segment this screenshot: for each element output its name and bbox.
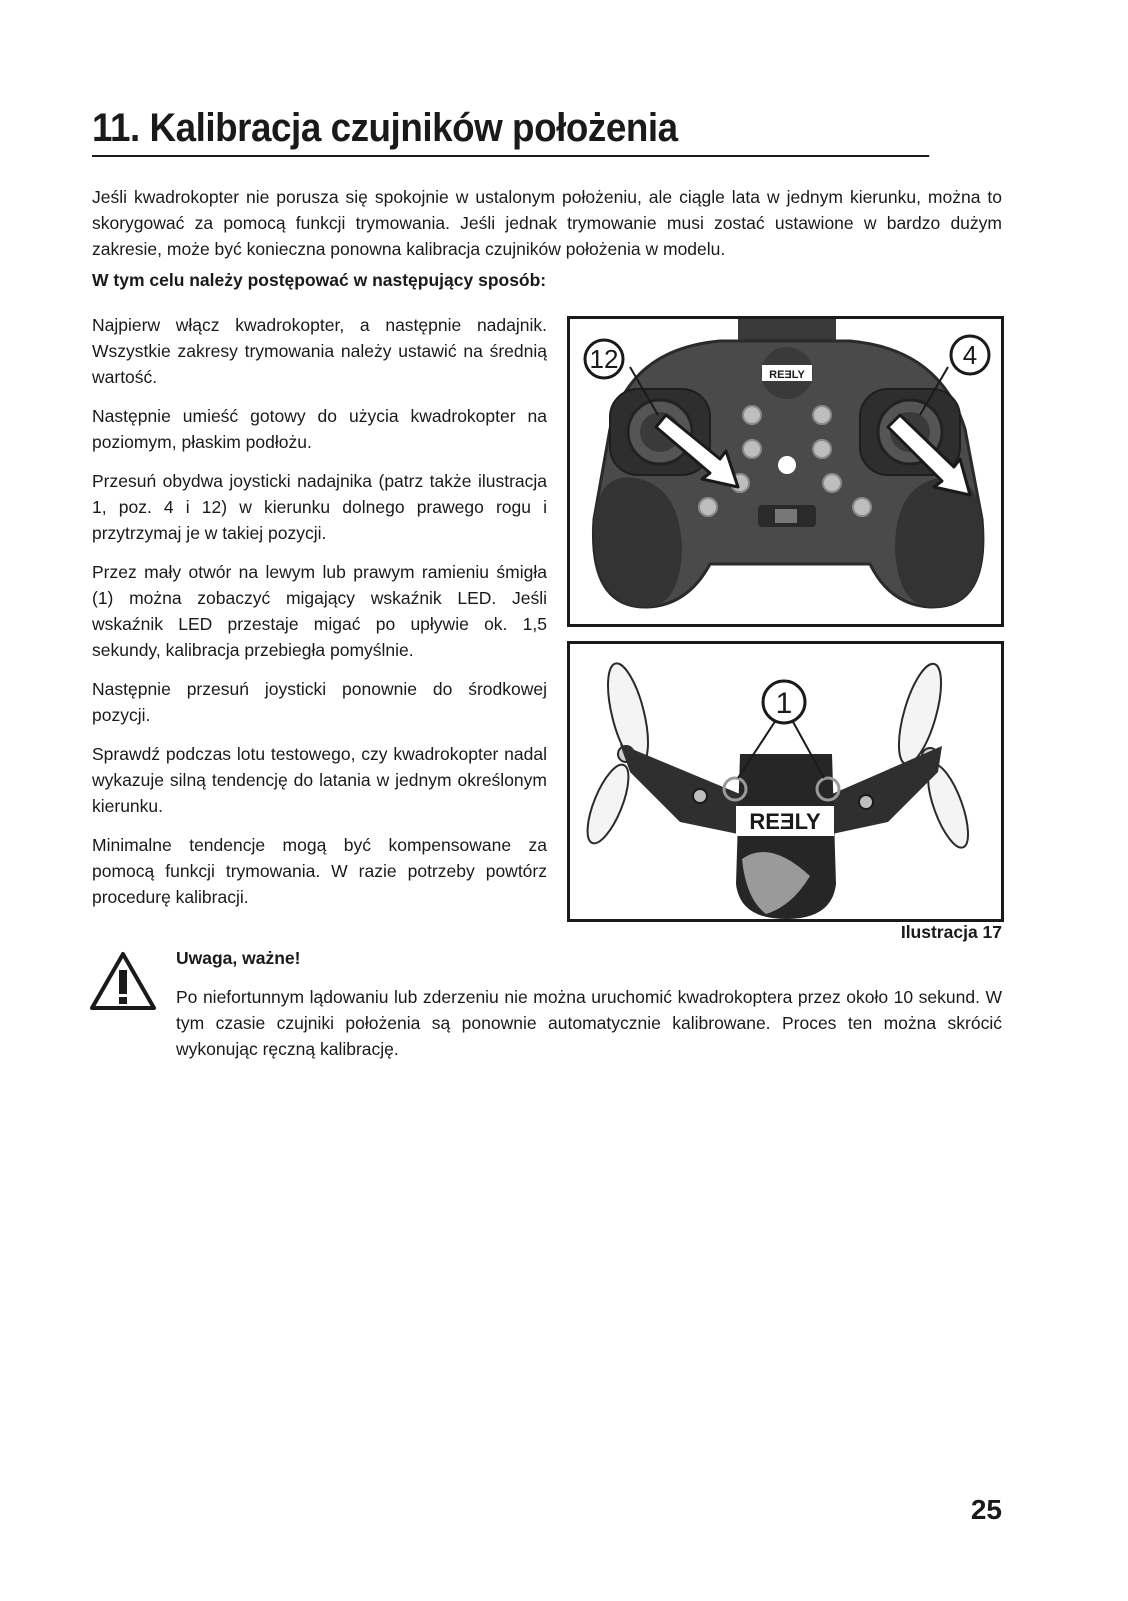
quadcopter-brand-label: REƎLY xyxy=(749,809,821,834)
figure-caption: Ilustracja 17 xyxy=(900,922,1002,942)
step-2: Następnie umieść gotowy do użycia kwadrokopter na poziomym, płaskim podłożu. xyxy=(92,406,547,452)
page-title: 11. Kalibracja czujników położenia xyxy=(92,106,929,157)
step-3: Przesuń obydwa joysticki nadajnika (patrz także ilustracja 1, poz. 4 i 12) w kierunku dolnego prawego rogu i przytrzymaj je w takiej pozycji. xyxy=(92,471,547,543)
page-number: 25 xyxy=(970,1494,1002,1525)
transmitter-photo xyxy=(567,316,1004,627)
callout-12: 12 xyxy=(589,344,619,374)
transmitter-brand-label: REƎLY xyxy=(769,369,805,381)
quadcopter-illustration xyxy=(570,644,1001,919)
intro-paragraph: Jeśli kwadrokopter nie porusza się spokojnie w ustalonym położeniu, ale ciągle lata w jednym kierunku, można to skorygować za pomocą funkcji trymowania. Jeśli jednak trymowanie musi zostać ustawione w bardzo dużym zakresie, może być konieczna ponowna kalibracja czujników położenia w modelu. xyxy=(92,187,1002,259)
procedure-heading: W tym celu należy postępować w następujący sposób: xyxy=(92,270,547,290)
callout-4: 4 xyxy=(962,340,978,370)
procedure-steps xyxy=(92,312,547,923)
warning-title: Uwaga, ważne! xyxy=(176,948,301,968)
quadcopter-photo xyxy=(567,641,1004,922)
step-6: Sprawdź podczas lotu testowego, czy kwadrokopter nadal wykazuje silną tendencję do latania w jednym określonym kierunku. xyxy=(92,744,547,816)
step-1: Najpierw włącz kwadrokopter, a następnie nadajnik. Wszystkie zakresy trymowania należy ustawić na średnią wartość. xyxy=(92,315,547,387)
callout-1: 1 xyxy=(775,687,793,720)
exclamation-triangle-icon xyxy=(88,950,158,1012)
warning-text: Po niefortunnym lądowaniu lub zderzeniu nie można uruchomić kwadrokoptera przez około 10 sekund. W tym czasie czujniki położenia są ponownie automatycznie kalibrowane. Proces ten można skrócić wykonując ręczną kalibrację. xyxy=(176,987,1002,1059)
transmitter-illustration xyxy=(570,319,1001,624)
step-5: Następnie przesuń joysticki ponownie do środkowej pozycji. xyxy=(92,679,547,725)
step-7: Minimalne tendencje mogą być kompensowane za pomocą funkcji trymowania. W razie potrzeby powtórz procedurę kalibracji. xyxy=(92,835,547,907)
step-4: Przez mały otwór na lewym lub prawym ramieniu śmigła (1) można zobaczyć migający wskaźnik LED. Jeśli wskaźnik LED przestaje migać po upływie ok. 1,5 sekundy, kalibracja przebiegła pomyślnie. xyxy=(92,562,547,660)
